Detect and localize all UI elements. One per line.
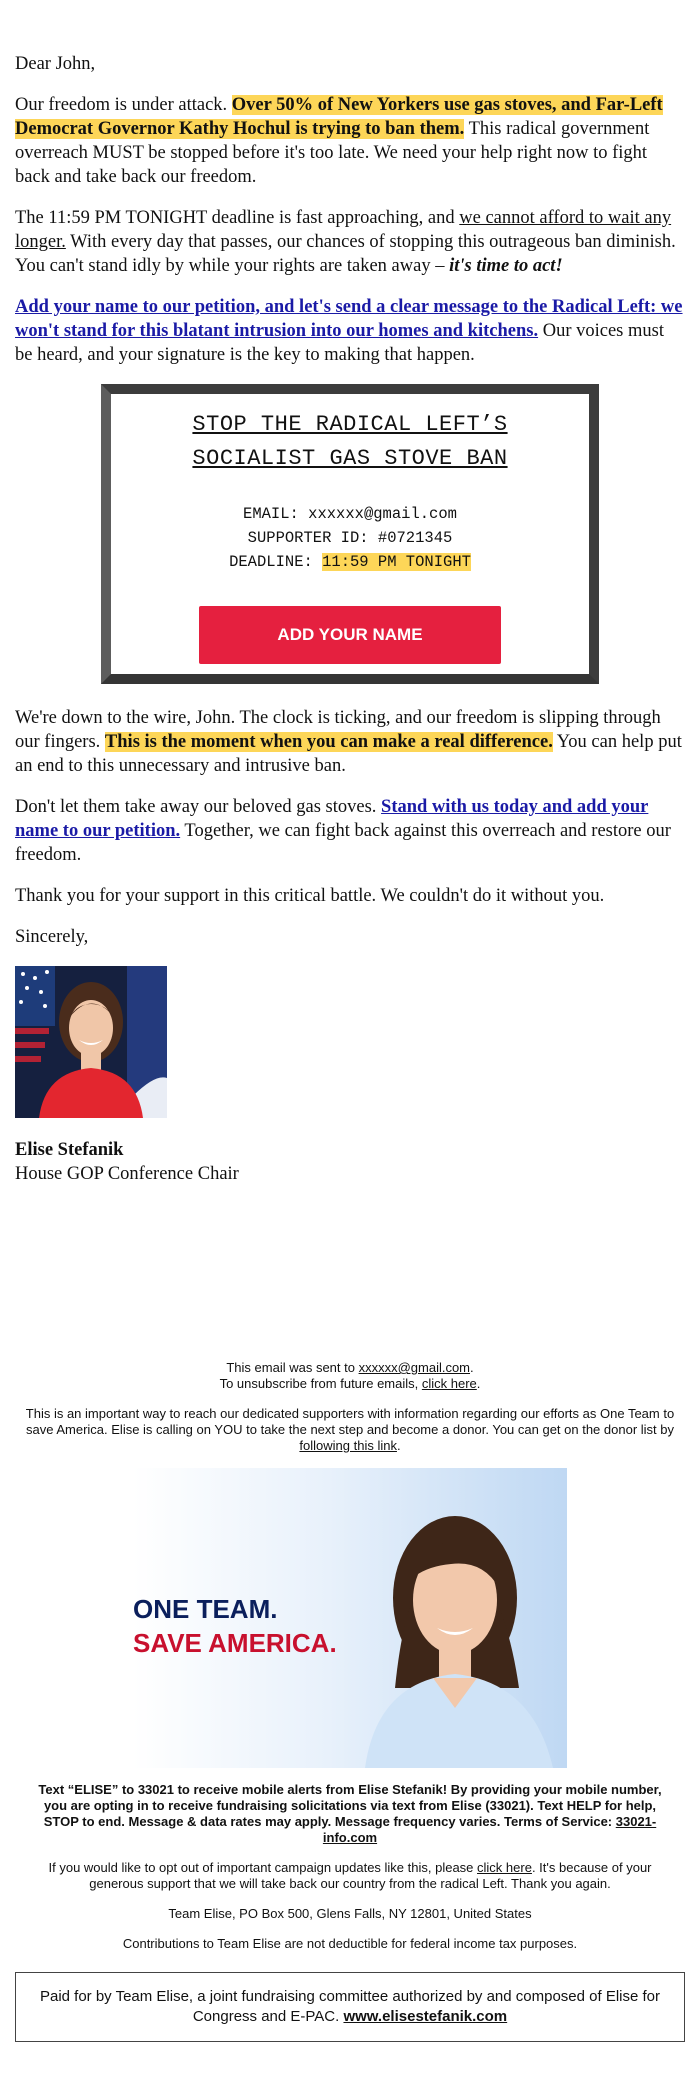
paragraph-2: The 11:59 PM TONIGHT deadline is fast approaching, and we cannot afford to wait any longer. With every day that passes, our chances of stopping this outrageous ban diminish. You can't stand idly by while your rights are taken away – it's time to act! [15,208,676,276]
paid-for-disclaimer: Paid for by Team Elise, a joint fundraising committee authorized by and composed of Elise for Congress and E-PAC. www.elisestefanik.com [15,1972,685,2042]
recipient-email-link[interactable]: xxxxxx@gmail.com [358,1360,471,1375]
email-footer [0,1360,700,2042]
highlight-text: This is the moment when you can make a real difference. [104,732,553,752]
signer-photo [15,966,167,1118]
unsubscribe-link[interactable]: click here [421,1376,477,1391]
signer-name: Elise Stefanik [15,1140,124,1160]
highlight-text: Over 50% of New Yorkers use gas stoves, and Far-Left Democrat Governor Kathy Hochul is trying to ban them. [15,95,663,139]
petition-link-2[interactable]: Stand with us today and add your name to our petition. [15,797,649,841]
donor-notice: This is an important way to reach our dedicated supporters with information regarding our efforts as One Team to save America. Elise is calling on YOU to take the next step and become a donor. You can get on the donor list by following this link. [25,1406,675,1453]
paragraph-6: Thank you for your support in this critical battle. We couldn't do it without you. [15,886,605,906]
greeting: Dear John, [15,54,96,74]
opt-out-notice: If you would like to opt out of important campaign updates like this, please click here. It's because of your generous support that we will take back our country from the radical Left. Thank you again. [48,1860,652,1891]
sent-to-notice: This email was sent to xxxxxx@gmail.com. To unsubscribe from future emails, click here. [219,1360,481,1391]
banner-line-1: ONE TEAM. [133,1594,278,1624]
emphasis-text: it's time to act! [449,256,563,276]
petition-box-wrapper [15,384,685,684]
mailing-address: Team Elise, PO Box 500, Glens Falls, NY 12801, United States [168,1906,532,1921]
paragraph-3: Add your name to our petition, and let's send a clear message to the Radical Left: we won't stand for this blatant intrusion into our homes and kitchens. Our voices must be heard, and your signature is the key to making that happen. [15,297,683,365]
opt-out-link[interactable]: click here [477,1860,532,1875]
paragraph-4: We're down to the wire, John. The clock is ticking, and our freedom is slipping through our fingers. This is the moment when you can make a real difference. You can help put an end to this unnecessary and intrusive ban. [15,708,682,776]
petition-email: EMAIL: xxxxxx@gmail.com [243,505,457,523]
petition-supporter-id: SUPPORTER ID: #0721345 [247,529,453,547]
signer-title: House GOP Conference Chair [15,1164,239,1184]
add-your-name-button[interactable]: ADD YOUR NAME [199,606,501,664]
closing: Sincerely, [15,927,89,947]
banner-line-2: SAVE AMERICA. [133,1628,337,1658]
website-link[interactable]: www.elisestefanik.com [343,2008,508,2025]
petition-deadline: DEADLINE: 11:59 PM TONIGHT [229,553,471,571]
donor-list-link[interactable]: following this link [299,1438,397,1453]
petition-box[interactable] [101,384,599,684]
paragraph-5: Don't let them take away our beloved gas stoves. Stand with us today and add your name to our petition. Together, we can fight back against this overreach and restore our freedom. [15,797,671,865]
tax-notice: Contributions to Team Elise are not deductible for federal income tax purposes. [122,1936,578,1951]
petition-details [111,502,589,574]
underlined-text: we cannot afford to wait any longer. [15,208,672,252]
one-team-banner[interactable] [133,1468,567,1768]
sms-terms-link[interactable]: 33021-info.com [322,1814,657,1845]
petition-title: STOP THE RADICAL LEFT’S SOCIALIST GAS STOVE BAN [192,412,508,471]
petition-link[interactable]: Add your name to our petition, and let's send a clear message to the Radical Left: we won't stand for this blatant intrusion into our homes and kitchens. [15,297,683,341]
sms-notice: Text “ELISE” to 33021 to receive mobile alerts from Elise Stefanik! By providing your mobile number, you are opting in to receive fundraising solicitations via text from Elise (33021). Text HELP for help, STOP to end. Message & data rates may apply. Message frequency varies. Terms of Service: 33021-info.com [38,1782,662,1845]
paragraph-1: Our freedom is under attack. Over 50% of New Yorkers use gas stoves, and Far-Left Democrat Governor Kathy Hochul is trying to ban them. This radical government overreach MUST be stopped before it's too late. We need your help right now to fight back and take back our freedom. [15,95,663,187]
